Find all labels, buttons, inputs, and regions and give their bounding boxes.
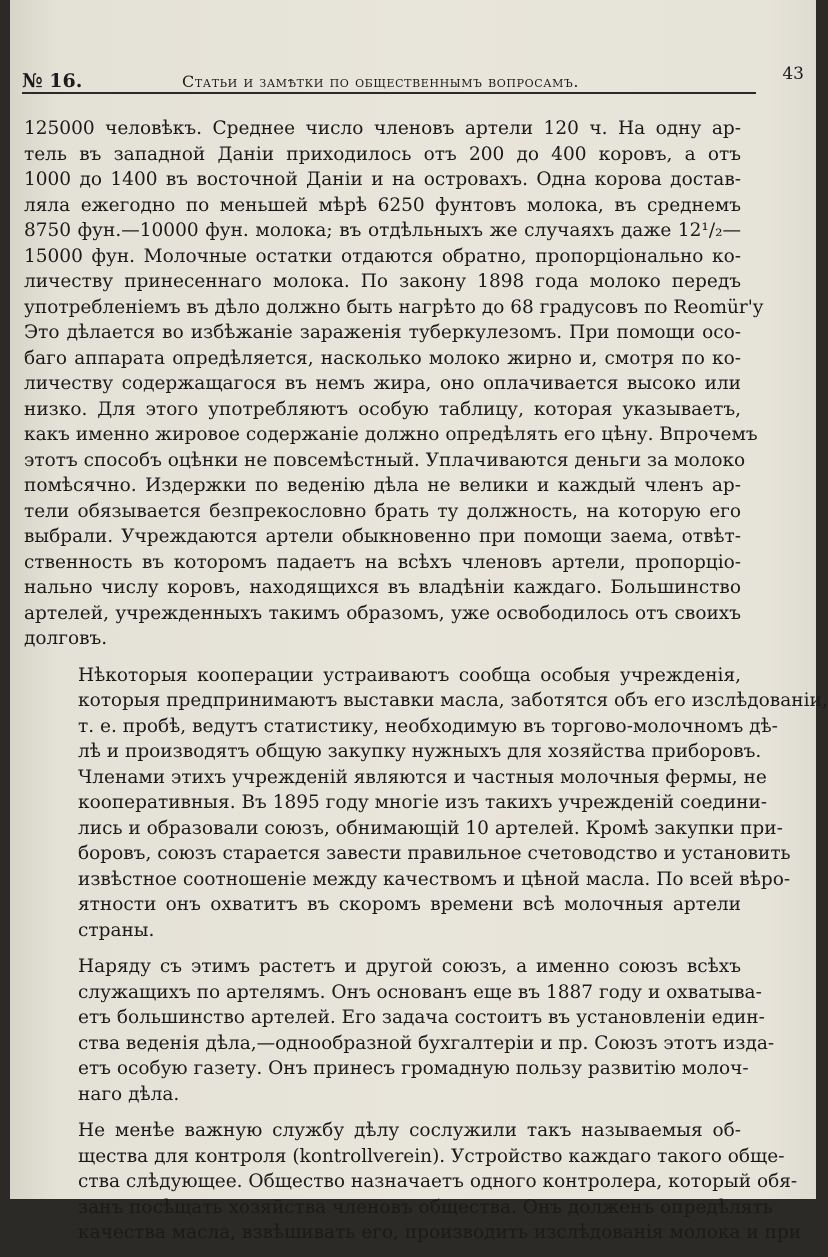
paragraph [24, 954, 775, 1107]
text-line: 125000 человѣкъ. Среднее число членовъ артели 120 ч. На одну ар- [24, 118, 741, 139]
text-line: щества для контроля (kontrollverein). Устройство каждаго такого обще- [78, 1145, 785, 1167]
text-line: страны. [78, 919, 155, 941]
text-line: лись и образовали союзъ, обнимающій 10 артелей. Кромѣ закупки при- [78, 817, 783, 839]
paragraph [24, 663, 828, 944]
text-line: кооперативныя. Въ 1895 году многіе изъ такихъ учрежденій соедини- [78, 792, 768, 813]
text-line: 8750 фун.—10000 фун. молока; въ отдѣльныхъ же случаяхъ даже 12¹/₂— [24, 220, 741, 241]
text-line: артелей, учрежденныхъ такимъ образомъ, уже освободилось отъ своихъ [24, 602, 741, 624]
running-header [22, 62, 804, 94]
text-line: боровъ, союзъ старается завести правильное счетоводство и установить [78, 843, 791, 864]
text-line: Членами этихъ учрежденій являются и частныя молочныя фермы, не [78, 766, 767, 788]
text-line: долговъ. [24, 628, 108, 649]
text-line: помѣсячно. Издержки по веденію дѣла не велики и каждый членъ ар- [24, 475, 741, 496]
text-line: тель въ западной Даніи приходилось отъ 200 до 400 коровъ, а отъ [24, 143, 741, 165]
section-title: Статьи и замѣтки по общественнымъ вопросамъ. [182, 72, 580, 91]
text-line: Не менѣе важную службу дѣлу сослужили такъ называемыя об- [78, 1120, 741, 1141]
text-line: какъ именно жировое содержаніе должно опредѣлять его цѣну. Впрочемъ [24, 424, 758, 445]
text-line: занъ посѣщать хозяйства членовъ общества. Онъ долженъ опредѣлять [78, 1196, 773, 1218]
text-line: Наряду съ этимъ растетъ и другой союзъ, а именно союзъ всѣхъ [78, 956, 741, 977]
article-body [24, 116, 828, 1257]
page-number: 43 [782, 64, 804, 84]
text-line: этотъ способъ оцѣнки не повсемѣстный. Уплачиваются деньги за молоко [24, 449, 746, 471]
text-line: лѣ и производятъ общую закупку нужныхъ для хозяйства приборовъ. [78, 741, 762, 762]
text-line: употребленіемъ въ дѣло должно быть нагрѣто до 68 градусовъ по Reomür'y [24, 296, 764, 318]
text-line: нально числу коровъ, находящихся въ владѣніи каждаго. Большинство [24, 577, 741, 598]
text-line: ства слѣдующее. Общество назначаетъ одного контролера, который обя- [78, 1171, 798, 1192]
text-line: наго дѣла. [78, 1083, 180, 1105]
text-line: ятности онъ охватитъ въ скоромъ времени всѣ молочныя артели [78, 894, 741, 915]
paragraph [24, 1118, 802, 1246]
paragraph [24, 116, 764, 652]
text-line: ства веденія дѣла,—однообразной бухгалтеріи и пр. Союзъ этотъ изда- [78, 1032, 775, 1054]
text-line: личеству принесеннаго молока. По закону 1898 года молоко передъ [24, 271, 741, 292]
text-line: етъ особую газету. Онъ принесъ громадную пользу развитію молоч- [78, 1058, 749, 1079]
text-line: выбрали. Учреждаются артели обыкновенно при помощи заема, отвѣт- [24, 526, 741, 547]
text-line: 15000 фун. Молочные остатки отдаются обратно, пропорціонально ко- [24, 245, 741, 267]
text-line: которыя предпринимаютъ выставки масла, заботятся объ его изслѣдованіи, [78, 690, 828, 711]
text-line: ляла ежегодно по меньшей мѣрѣ 6250 фунтовъ молока, въ среднемъ [24, 194, 741, 216]
text-line: тели обязывается безпрекословно брать ту должность, на которую его [24, 500, 741, 522]
text-line: етъ большинство артелей. Его задача состоитъ въ установленіи един- [78, 1007, 765, 1028]
text-line: Это дѣлается во избѣжаніе зараженія туберкулезомъ. При помощи осо- [24, 322, 741, 343]
text-line: личеству содержащагося въ немъ жира, оно оплачивается высоко или [24, 373, 741, 394]
text-line: 1000 до 1400 въ восточной Даніи и на островахъ. Одна корова достав- [24, 169, 741, 190]
text-line: т. е. пробѣ, ведутъ статистику, необходимую въ торгово-молочномъ дѣ- [78, 715, 778, 737]
issue-number: № 16. [22, 70, 83, 92]
text-line: извѣстное соотношеніе между качествомъ и цѣной масла. По всей вѣро- [78, 868, 791, 890]
text-line: ственность въ которомъ падаетъ на всѣхъ членовъ артели, пропорціо- [24, 551, 741, 573]
text-line: качества масла, взвѣшивать его, производить изслѣдованія молока и при [78, 1222, 802, 1243]
text-line: Нѣкоторыя кооперации устраиваютъ сообща особыя учрежденія, [78, 664, 741, 686]
document-page [10, 0, 828, 1243]
text-line: низко. Для этого употребляютъ особую таблицу, которая указываетъ, [24, 398, 741, 420]
text-line: служащихъ по артелямъ. Онъ основанъ еще въ 1887 году и охватыва- [78, 981, 762, 1003]
text-line: баго аппарата опредѣляется, насколько молоко жирно и, смотря по ко- [24, 347, 741, 369]
